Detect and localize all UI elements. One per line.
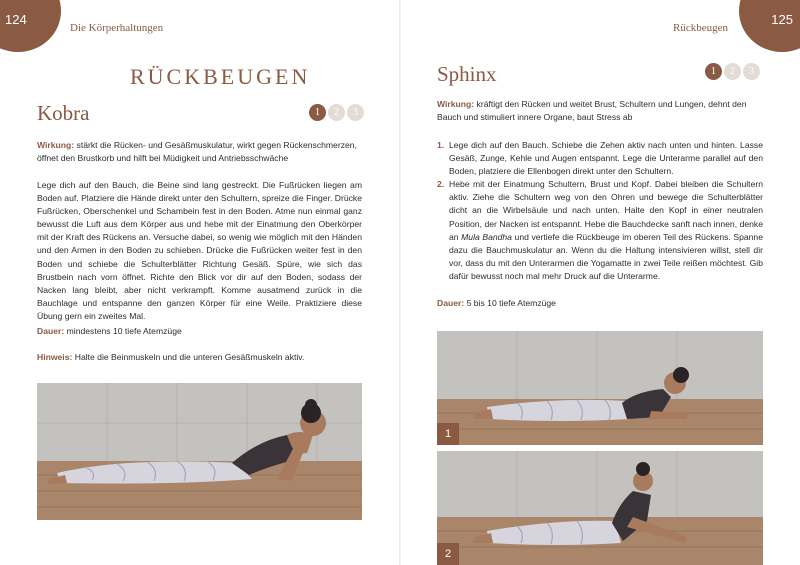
difficulty-levels-kobra bbox=[309, 104, 364, 121]
hinweis-label: Hinweis: bbox=[37, 352, 73, 362]
level-3: 3 bbox=[347, 104, 364, 121]
photo-kobra-pose bbox=[37, 383, 362, 520]
page-number-badge-left bbox=[0, 0, 61, 52]
step-text-part: Hebe mit der Einatmung Schultern, Brust und Kopf. Dabei bleiben die Schultern aktiv. Ziehe die Schultern weg von den Ohren und bewege die Schulterblätter dicht an die Wirbelsäule und nach unten. Halte den Kopf in einer neutralen Position, der Nacken ist entspannt. Hebe die Bauchdecke sanft nach innen, denke an bbox=[449, 179, 763, 242]
step-1 bbox=[437, 139, 763, 178]
sphinx-dauer bbox=[437, 297, 763, 310]
photo-number-2: 2 bbox=[437, 543, 459, 565]
wirkung-text: kräftigt den Rücken und weitet Brust, Schultern und Lungen, dehnt den Bauch und stimuliert innere Organe, baut Stress ab bbox=[437, 99, 747, 123]
sphinx-wirkung bbox=[437, 98, 763, 124]
dauer-text: mindestens 10 tiefe Atemzüge bbox=[64, 326, 182, 336]
running-head-left: Die Körperhaltungen bbox=[70, 22, 164, 34]
page-number-badge-right bbox=[739, 0, 800, 52]
page-number-left: 124 bbox=[5, 12, 27, 27]
photo-number-1: 1 bbox=[437, 423, 459, 445]
wirkung-text: stärkt die Rücken- und Gesäßmuskulatur, wirkt gegen Rückenschmerzen, öffnet den Brustkorb und hilft bei Müdigkeit und Antriebsschwäche bbox=[37, 140, 357, 164]
wirkung-label: Wirkung: bbox=[437, 99, 475, 109]
level-2: 2 bbox=[724, 63, 741, 80]
step-2 bbox=[437, 178, 763, 283]
kobra-instructions: Lege dich auf den Bauch, die Beine sind lang gestreckt. Die Fußrücken liegen am Boden auf. Platziere die Hände direkt unter den Schultern, spreize die Finger. Drücke Fußrücken, Oberschenkel und Schambein fest in den Boden. Atme nun einmal ganz bewusst die Luft aus dem Körper aus und hebe mit der Einatmung den Oberkörper mit der Kraft des Rückens an. Versuche dabei, so wenig wie möglich mit den Händen und den Armen in den Boden zu schieben. Drücke die Fußrücken weiter fest in den Boden und schiebe die Schulterblätter Richtung Gesäß. Spüre, wie sich das Brustbein nach vorn öffnet. Richte den Blick vor dir auf den Boden, sodass der Nacken lang bleibt, aber nicht verkrampft. Komme ausatmend zurück in die Bauchlage und entspanne den ganzen Körper für eine Weile. Praktiziere diese Übung gern ein zweites Mal. bbox=[37, 180, 362, 321]
hinweis-text: Halte die Beinmuskeln und die unteren Gesäßmuskeln aktiv. bbox=[72, 352, 305, 362]
photo-sphinx-step-2 bbox=[437, 451, 763, 565]
dauer-text: 5 bis 10 tiefe Atemzüge bbox=[464, 298, 556, 308]
wirkung-label: Wirkung: bbox=[37, 140, 75, 150]
step-text: Lege dich auf den Bauch. Schiebe die Zehen aktiv nach unten und hinten. Lasse Gesäß, Zunge, Kehle und Augen entspannt. Lege die Unterarme parallel auf den Boden, platziere die Ellenbogen direkt unter den Schultern. bbox=[449, 140, 763, 177]
mula-bandha-term: Mula Bandha bbox=[461, 231, 512, 242]
pose-title-kobra: Kobra bbox=[37, 101, 90, 125]
kobra-hinweis bbox=[37, 351, 362, 364]
difficulty-levels-sphinx bbox=[705, 63, 760, 80]
dauer-label: Dauer: bbox=[437, 298, 465, 308]
level-2: 2 bbox=[328, 104, 345, 121]
kobra-dauer bbox=[37, 325, 362, 338]
sphinx-steps bbox=[437, 139, 763, 283]
level-1-active: 1 bbox=[309, 104, 326, 121]
level-1-active: 1 bbox=[705, 63, 722, 80]
page-number-right: 125 bbox=[771, 12, 793, 27]
step-text-part: und vertiefe die Rückbeuge im oberen Teil des Rückens. Spanne dazu die Bauchmuskulatur an. Wenn du die Haltung intensivieren willst, stell dir vor, dass du mit den Unterarmen die Yogamatte in zwei Teile reißen möchtest. Gib dafür bewusst noch mal mehr Druck auf die Unterarme. bbox=[449, 231, 763, 281]
book-spine bbox=[399, 0, 401, 565]
pose-title-sphinx: Sphinx bbox=[437, 62, 497, 86]
running-head-right: Rückbeugen bbox=[673, 22, 728, 34]
dauer-label: Dauer: bbox=[37, 326, 65, 336]
step-text bbox=[449, 178, 763, 283]
step-number: 2. bbox=[437, 179, 445, 190]
step-number: 1. bbox=[437, 140, 445, 150]
kobra-wirkung bbox=[37, 139, 362, 165]
chapter-title: RÜCKBEUGEN bbox=[130, 64, 311, 89]
level-3: 3 bbox=[743, 63, 760, 80]
photo-sphinx-step-1 bbox=[437, 331, 763, 445]
